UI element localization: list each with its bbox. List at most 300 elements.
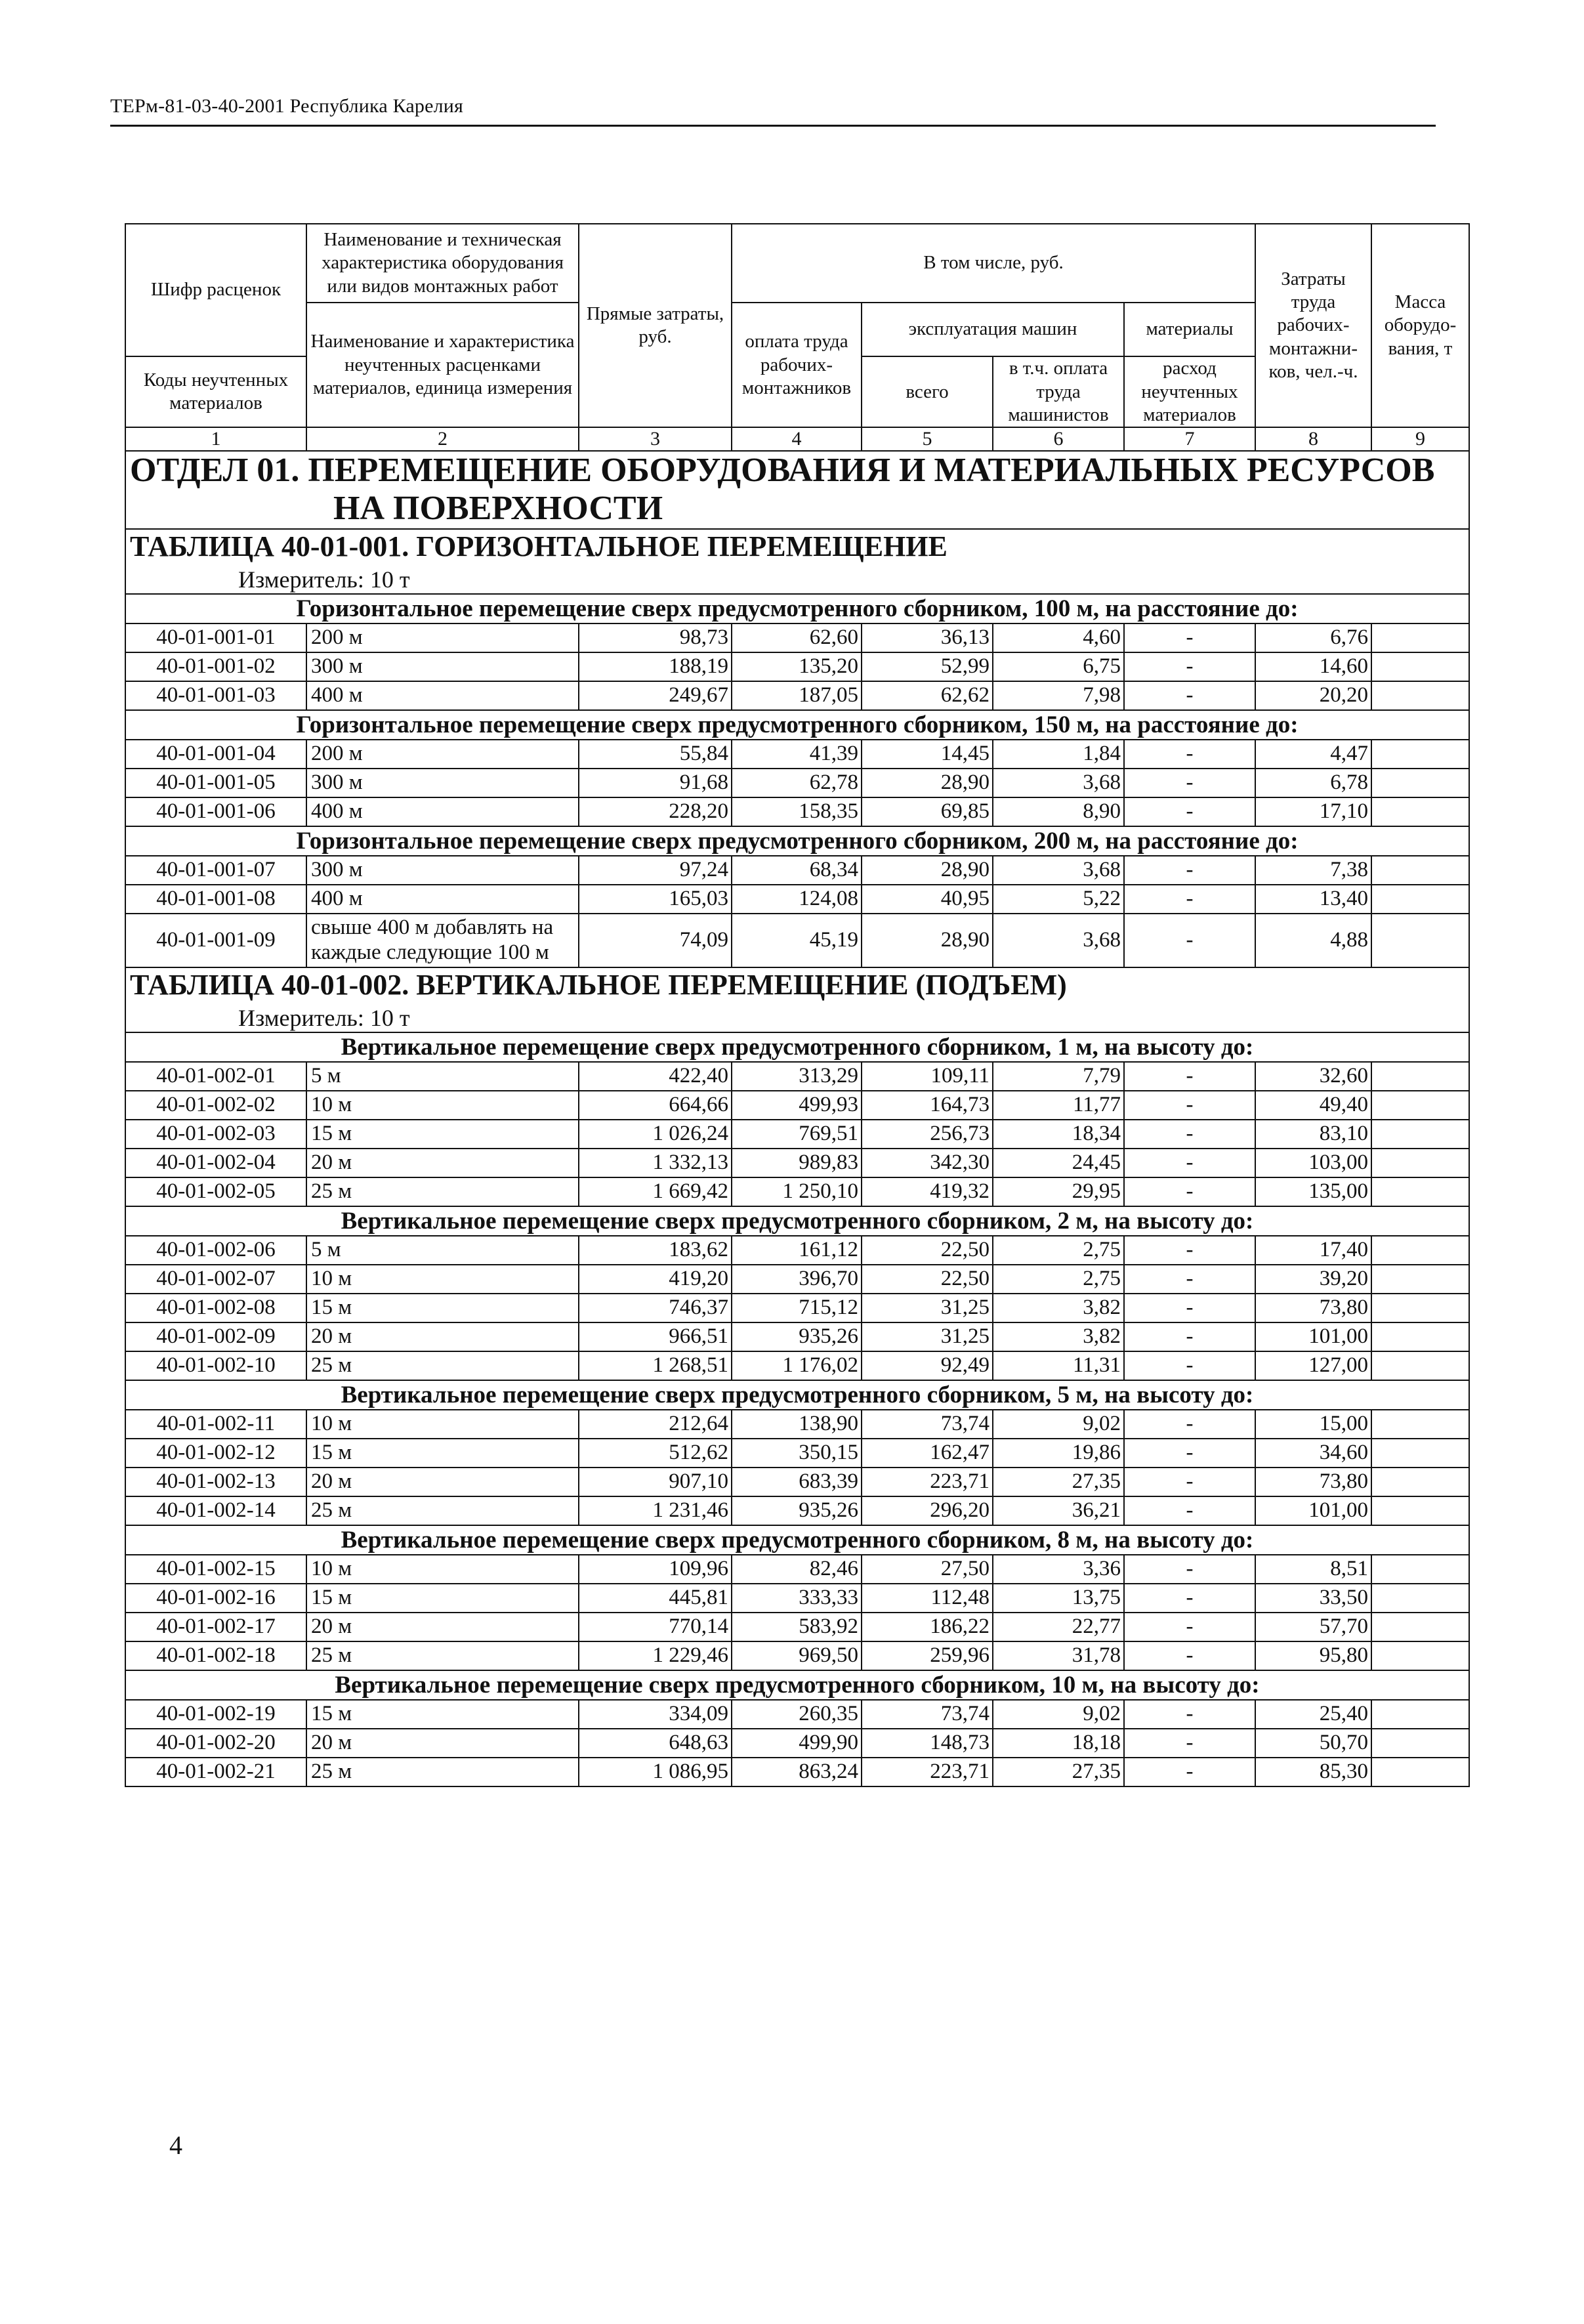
table-row — [125, 1351, 1469, 1380]
wage-cost-cell: 68,34 — [732, 856, 862, 885]
group-title-row — [125, 1525, 1469, 1555]
materials-cost-cell: - — [1124, 1265, 1255, 1294]
rate-code-cell: 40-01-002-21 — [125, 1758, 306, 1786]
table-row — [125, 1322, 1469, 1351]
machinist-wage-cell: 36,21 — [993, 1496, 1124, 1525]
machine-cost-cell: 52,99 — [862, 652, 993, 681]
labor-cost-cell: 17,40 — [1255, 1236, 1371, 1265]
col-number: 5 — [862, 427, 993, 451]
group-title: Горизонтальное перемещение сверх предусмотренного сборником, 100 м, на расстояние до: — [125, 594, 1469, 623]
work-name-cell: 300 м — [306, 856, 579, 885]
direct-cost-cell: 334,09 — [579, 1700, 732, 1729]
table-row — [125, 1120, 1469, 1149]
machinist-wage-cell: 9,02 — [993, 1700, 1124, 1729]
table-row — [125, 1496, 1469, 1525]
head-direct: Прямые затраты, руб. — [579, 224, 732, 427]
labor-cost-cell: 101,00 — [1255, 1496, 1371, 1525]
rate-code-cell: 40-01-001-01 — [125, 623, 306, 652]
table-title-cell — [125, 529, 1469, 594]
rate-code-cell: 40-01-002-10 — [125, 1351, 306, 1380]
direct-cost-cell: 183,62 — [579, 1236, 732, 1265]
equipment-mass-cell — [1371, 1410, 1469, 1439]
rate-code-cell: 40-01-001-08 — [125, 885, 306, 914]
equipment-mass-cell — [1371, 1729, 1469, 1758]
table-row — [125, 914, 1469, 967]
wage-cost-cell: 583,92 — [732, 1613, 862, 1641]
materials-cost-cell: - — [1124, 1322, 1255, 1351]
direct-cost-cell: 212,64 — [579, 1410, 732, 1439]
table-row — [125, 1410, 1469, 1439]
materials-cost-cell: - — [1124, 1177, 1255, 1206]
head-codes-unaccounted: Коды неучтенных материалов — [125, 356, 306, 427]
table-row — [125, 1294, 1469, 1322]
head-name: Наименование и техническая характеристика оборудования или видов монтажных работ — [306, 224, 579, 303]
work-name-cell: 300 м — [306, 769, 579, 797]
direct-cost-cell: 770,14 — [579, 1613, 732, 1641]
labor-cost-cell: 103,00 — [1255, 1149, 1371, 1177]
head-machines: эксплуатация машин — [862, 303, 1124, 356]
wage-cost-cell: 124,08 — [732, 885, 862, 914]
materials-cost-cell: - — [1124, 797, 1255, 826]
rate-code-cell: 40-01-002-08 — [125, 1294, 306, 1322]
materials-cost-cell: - — [1124, 1236, 1255, 1265]
table-row — [125, 681, 1469, 710]
work-name-cell: 25 м — [306, 1758, 579, 1786]
equipment-mass-cell — [1371, 1236, 1469, 1265]
machine-cost-cell: 296,20 — [862, 1496, 993, 1525]
materials-cost-cell: - — [1124, 1641, 1255, 1670]
work-name-cell: 15 м — [306, 1584, 579, 1613]
group-title: Горизонтальное перемещение сверх предусмотренного сборником, 150 м, на расстояние до: — [125, 710, 1469, 740]
work-name-cell: 10 м — [306, 1265, 579, 1294]
wage-cost-cell: 499,93 — [732, 1091, 862, 1120]
materials-cost-cell: - — [1124, 1091, 1255, 1120]
equipment-mass-cell — [1371, 1468, 1469, 1496]
labor-cost-cell: 17,10 — [1255, 797, 1371, 826]
col-number: 1 — [125, 427, 306, 451]
group-title-row — [125, 1206, 1469, 1236]
wage-cost-cell: 82,46 — [732, 1555, 862, 1584]
table-row — [125, 856, 1469, 885]
machinist-wage-cell: 18,18 — [993, 1729, 1124, 1758]
equipment-mass-cell — [1371, 1177, 1469, 1206]
table-row — [125, 1439, 1469, 1468]
materials-cost-cell: - — [1124, 1613, 1255, 1641]
table-row — [125, 1729, 1469, 1758]
direct-cost-cell: 91,68 — [579, 769, 732, 797]
section-row — [125, 451, 1469, 528]
wage-cost-cell: 45,19 — [732, 914, 862, 967]
head-mass: Масса оборудо-вания, т — [1371, 224, 1469, 427]
work-name-cell: 25 м — [306, 1641, 579, 1670]
labor-cost-cell: 13,40 — [1255, 885, 1371, 914]
labor-cost-cell: 95,80 — [1255, 1641, 1371, 1670]
group-title-row — [125, 826, 1469, 856]
materials-cost-cell: - — [1124, 1584, 1255, 1613]
table-row — [125, 623, 1469, 652]
equipment-mass-cell — [1371, 1265, 1469, 1294]
wage-cost-cell: 333,33 — [732, 1584, 862, 1613]
table-row — [125, 769, 1469, 797]
machinist-wage-cell: 5,22 — [993, 885, 1124, 914]
direct-cost-cell: 1 332,13 — [579, 1149, 732, 1177]
direct-cost-cell: 1 669,42 — [579, 1177, 732, 1206]
work-name-cell: 20 м — [306, 1468, 579, 1496]
wage-cost-cell: 715,12 — [732, 1294, 862, 1322]
labor-cost-cell: 4,47 — [1255, 740, 1371, 769]
machine-cost-cell: 259,96 — [862, 1641, 993, 1670]
rate-code-cell: 40-01-002-06 — [125, 1236, 306, 1265]
machine-cost-cell: 62,62 — [862, 681, 993, 710]
wage-cost-cell: 135,20 — [732, 652, 862, 681]
machinist-wage-cell: 11,77 — [993, 1091, 1124, 1120]
work-name-cell: 15 м — [306, 1700, 579, 1729]
machinist-wage-cell: 24,45 — [993, 1149, 1124, 1177]
machine-cost-cell: 31,25 — [862, 1322, 993, 1351]
machine-cost-cell: 342,30 — [862, 1149, 993, 1177]
machinist-wage-cell: 2,75 — [993, 1265, 1124, 1294]
wage-cost-cell: 187,05 — [732, 681, 862, 710]
work-name-cell: 10 м — [306, 1410, 579, 1439]
machinist-wage-cell: 31,78 — [993, 1641, 1124, 1670]
wage-cost-cell: 260,35 — [732, 1700, 862, 1729]
running-header: ТЕРм-81-03-40-2001 Республика Карелия — [110, 95, 464, 117]
direct-cost-cell: 664,66 — [579, 1091, 732, 1120]
col-number: 9 — [1371, 427, 1469, 451]
materials-cost-cell: - — [1124, 652, 1255, 681]
materials-cost-cell: - — [1124, 681, 1255, 710]
labor-cost-cell: 25,40 — [1255, 1700, 1371, 1729]
table-title-row — [125, 967, 1469, 1032]
table-row — [125, 885, 1469, 914]
direct-cost-cell: 1 231,46 — [579, 1496, 732, 1525]
labor-cost-cell: 49,40 — [1255, 1091, 1371, 1120]
labor-cost-cell: 20,20 — [1255, 681, 1371, 710]
direct-cost-cell: 419,20 — [579, 1265, 732, 1294]
rate-code-cell: 40-01-002-03 — [125, 1120, 306, 1149]
direct-cost-cell: 97,24 — [579, 856, 732, 885]
materials-cost-cell: - — [1124, 1439, 1255, 1468]
col-number: 6 — [993, 427, 1124, 451]
machinist-wage-cell: 19,86 — [993, 1439, 1124, 1468]
equipment-mass-cell — [1371, 1758, 1469, 1786]
work-name-cell: 15 м — [306, 1294, 579, 1322]
machine-cost-cell: 73,74 — [862, 1410, 993, 1439]
labor-cost-cell: 7,38 — [1255, 856, 1371, 885]
labor-cost-cell: 135,00 — [1255, 1177, 1371, 1206]
materials-cost-cell: - — [1124, 1120, 1255, 1149]
table-title: ТАБЛИЦА 40-01-001. ГОРИЗОНТАЛЬНОЕ ПЕРЕМЕЩЕНИЕ — [130, 530, 948, 562]
rate-code-cell: 40-01-002-18 — [125, 1641, 306, 1670]
direct-cost-cell: 55,84 — [579, 740, 732, 769]
wage-cost-cell: 158,35 — [732, 797, 862, 826]
rate-code-cell: 40-01-001-07 — [125, 856, 306, 885]
machinist-wage-cell: 1,84 — [993, 740, 1124, 769]
machinist-wage-cell: 9,02 — [993, 1410, 1124, 1439]
machinist-wage-cell: 22,77 — [993, 1613, 1124, 1641]
direct-cost-cell: 165,03 — [579, 885, 732, 914]
rate-code-cell: 40-01-001-09 — [125, 914, 306, 967]
head-materials: материалы — [1124, 303, 1255, 356]
machinist-wage-cell: 13,75 — [993, 1584, 1124, 1613]
group-title: Вертикальное перемещение сверх предусмотренного сборником, 2 м, на высоту до: — [125, 1206, 1469, 1236]
table-row — [125, 797, 1469, 826]
equipment-mass-cell — [1371, 1120, 1469, 1149]
page-number: 4 — [169, 2130, 182, 2160]
materials-cost-cell: - — [1124, 1149, 1255, 1177]
materials-cost-cell: - — [1124, 1555, 1255, 1584]
labor-cost-cell: 83,10 — [1255, 1120, 1371, 1149]
equipment-mass-cell — [1371, 1496, 1469, 1525]
head-machines-wage: в т.ч. оплата труда машинистов — [993, 356, 1124, 427]
table-body — [125, 224, 1469, 1786]
materials-cost-cell: - — [1124, 1062, 1255, 1091]
machine-cost-cell: 28,90 — [862, 769, 993, 797]
labor-cost-cell: 127,00 — [1255, 1351, 1371, 1380]
direct-cost-cell: 907,10 — [579, 1468, 732, 1496]
head-wage: оплата труда рабочих-монтажников — [732, 303, 862, 427]
equipment-mass-cell — [1371, 1351, 1469, 1380]
section-title — [125, 451, 1469, 528]
table-row — [125, 1265, 1469, 1294]
work-name-cell: 400 м — [306, 885, 579, 914]
table-row — [125, 1555, 1469, 1584]
machinist-wage-cell: 7,79 — [993, 1062, 1124, 1091]
work-name-cell: 200 м — [306, 623, 579, 652]
wage-cost-cell: 396,70 — [732, 1265, 862, 1294]
header-rule — [110, 125, 1436, 127]
rate-code-cell: 40-01-002-11 — [125, 1410, 306, 1439]
labor-cost-cell: 34,60 — [1255, 1439, 1371, 1468]
machinist-wage-cell: 4,60 — [993, 623, 1124, 652]
materials-cost-cell: - — [1124, 1468, 1255, 1496]
group-title: Вертикальное перемещение сверх предусмотренного сборником, 8 м, на высоту до: — [125, 1525, 1469, 1555]
machine-cost-cell: 69,85 — [862, 797, 993, 826]
materials-cost-cell: - — [1124, 856, 1255, 885]
work-name-cell: 20 м — [306, 1729, 579, 1758]
machinist-wage-cell: 2,75 — [993, 1236, 1124, 1265]
wage-cost-cell: 161,12 — [732, 1236, 862, 1265]
equipment-mass-cell — [1371, 1700, 1469, 1729]
work-name-cell: 25 м — [306, 1177, 579, 1206]
machine-cost-cell: 28,90 — [862, 856, 993, 885]
group-title-row — [125, 1380, 1469, 1410]
equipment-mass-cell — [1371, 1294, 1469, 1322]
direct-cost-cell: 1 268,51 — [579, 1351, 732, 1380]
machine-cost-cell: 40,95 — [862, 885, 993, 914]
rate-code-cell: 40-01-002-12 — [125, 1439, 306, 1468]
materials-cost-cell: - — [1124, 1729, 1255, 1758]
table-title: ТАБЛИЦА 40-01-002. ВЕРТИКАЛЬНОЕ ПЕРЕМЕЩЕНИЕ (ПОДЪЕМ) — [130, 968, 1067, 1001]
work-name-cell: 5 м — [306, 1236, 579, 1265]
head-materials-sub: расход неучтенных материалов — [1124, 356, 1255, 427]
machinist-wage-cell: 3,68 — [993, 856, 1124, 885]
table-row — [125, 1758, 1469, 1786]
labor-cost-cell: 73,80 — [1255, 1294, 1371, 1322]
labor-cost-cell: 50,70 — [1255, 1729, 1371, 1758]
rate-code-cell: 40-01-002-02 — [125, 1091, 306, 1120]
rate-code-cell: 40-01-002-09 — [125, 1322, 306, 1351]
table-row — [125, 1641, 1469, 1670]
direct-cost-cell: 98,73 — [579, 623, 732, 652]
rates-table — [125, 223, 1470, 1787]
machinist-wage-cell: 27,35 — [993, 1468, 1124, 1496]
materials-cost-cell: - — [1124, 1496, 1255, 1525]
machinist-wage-cell: 6,75 — [993, 652, 1124, 681]
machine-cost-cell: 419,32 — [862, 1177, 993, 1206]
wage-cost-cell: 62,60 — [732, 623, 862, 652]
wage-cost-cell: 350,15 — [732, 1439, 862, 1468]
direct-cost-cell: 512,62 — [579, 1439, 732, 1468]
machinist-wage-cell: 7,98 — [993, 681, 1124, 710]
materials-cost-cell: - — [1124, 623, 1255, 652]
wage-cost-cell: 1 250,10 — [732, 1177, 862, 1206]
wage-cost-cell: 41,39 — [732, 740, 862, 769]
head-incl: В том числе, руб. — [732, 224, 1255, 303]
labor-cost-cell: 8,51 — [1255, 1555, 1371, 1584]
table-row — [125, 1062, 1469, 1091]
machine-cost-cell: 73,74 — [862, 1700, 993, 1729]
rate-code-cell: 40-01-001-06 — [125, 797, 306, 826]
direct-cost-cell: 1 229,46 — [579, 1641, 732, 1670]
group-title: Горизонтальное перемещение сверх предусмотренного сборником, 200 м, на расстояние до: — [125, 826, 1469, 856]
group-title-row — [125, 1670, 1469, 1700]
head-code: Шифр расценок — [125, 224, 306, 356]
work-name-cell: 200 м — [306, 740, 579, 769]
table-row — [125, 1468, 1469, 1496]
work-name-cell: 25 м — [306, 1351, 579, 1380]
rate-code-cell: 40-01-002-05 — [125, 1177, 306, 1206]
rate-code-cell: 40-01-001-05 — [125, 769, 306, 797]
machinist-wage-cell: 18,34 — [993, 1120, 1124, 1149]
section-title-line1: ОТДЕЛ 01. ПЕРЕМЕЩЕНИЕ ОБОРУДОВАНИЯ И МАТЕРИАЛЬНЫХ РЕСУРСОВ — [130, 452, 1435, 490]
work-name-cell: 5 м — [306, 1062, 579, 1091]
machine-cost-cell: 22,50 — [862, 1265, 993, 1294]
equipment-mass-cell — [1371, 1062, 1469, 1091]
machinist-wage-cell: 3,82 — [993, 1294, 1124, 1322]
equipment-mass-cell — [1371, 1584, 1469, 1613]
equipment-mass-cell — [1371, 1149, 1469, 1177]
group-title-row — [125, 1032, 1469, 1062]
materials-cost-cell: - — [1124, 1410, 1255, 1439]
direct-cost-cell: 228,20 — [579, 797, 732, 826]
equipment-mass-cell — [1371, 652, 1469, 681]
rate-code-cell: 40-01-002-07 — [125, 1265, 306, 1294]
wage-cost-cell: 138,90 — [732, 1410, 862, 1439]
equipment-mass-cell — [1371, 769, 1469, 797]
wage-cost-cell: 769,51 — [732, 1120, 862, 1149]
machine-cost-cell: 28,90 — [862, 914, 993, 967]
rate-code-cell: 40-01-002-01 — [125, 1062, 306, 1091]
equipment-mass-cell — [1371, 1613, 1469, 1641]
machinist-wage-cell: 3,68 — [993, 769, 1124, 797]
table-row — [125, 1091, 1469, 1120]
machine-cost-cell: 27,50 — [862, 1555, 993, 1584]
equipment-mass-cell — [1371, 1322, 1469, 1351]
materials-cost-cell: - — [1124, 769, 1255, 797]
wage-cost-cell: 313,29 — [732, 1062, 862, 1091]
work-name-cell: 400 м — [306, 681, 579, 710]
wage-cost-cell: 969,50 — [732, 1641, 862, 1670]
wage-cost-cell: 863,24 — [732, 1758, 862, 1786]
machine-cost-cell: 92,49 — [862, 1351, 993, 1380]
equipment-mass-cell — [1371, 681, 1469, 710]
labor-cost-cell: 101,00 — [1255, 1322, 1371, 1351]
table-row — [125, 1149, 1469, 1177]
work-name-cell: 20 м — [306, 1149, 579, 1177]
col-number: 2 — [306, 427, 579, 451]
work-name-cell: свыше 400 м добавлять на каждые следующие 100 м — [306, 914, 579, 967]
wage-cost-cell: 935,26 — [732, 1322, 862, 1351]
rate-code-cell: 40-01-002-16 — [125, 1584, 306, 1613]
machine-cost-cell: 162,47 — [862, 1439, 993, 1468]
equipment-mass-cell — [1371, 623, 1469, 652]
col-number: 7 — [1124, 427, 1255, 451]
group-title-row — [125, 594, 1469, 623]
materials-cost-cell: - — [1124, 1758, 1255, 1786]
materials-cost-cell: - — [1124, 914, 1255, 967]
materials-cost-cell: - — [1124, 885, 1255, 914]
machinist-wage-cell: 27,35 — [993, 1758, 1124, 1786]
table-unit: Измеритель: 10 т — [238, 1004, 410, 1031]
work-name-cell: 300 м — [306, 652, 579, 681]
materials-cost-cell: - — [1124, 1700, 1255, 1729]
head-name2: Наименование и характеристика неучтенных расценками материалов, единица измерения — [306, 303, 579, 427]
table-title-cell — [125, 967, 1469, 1032]
labor-cost-cell: 32,60 — [1255, 1062, 1371, 1091]
equipment-mass-cell — [1371, 1641, 1469, 1670]
machine-cost-cell: 14,45 — [862, 740, 993, 769]
machinist-wage-cell: 3,82 — [993, 1322, 1124, 1351]
machine-cost-cell: 31,25 — [862, 1294, 993, 1322]
work-name-cell: 25 м — [306, 1496, 579, 1525]
direct-cost-cell: 1 086,95 — [579, 1758, 732, 1786]
table-row — [125, 1700, 1469, 1729]
direct-cost-cell: 648,63 — [579, 1729, 732, 1758]
labor-cost-cell: 14,60 — [1255, 652, 1371, 681]
table-row — [125, 1236, 1469, 1265]
col-number: 3 — [579, 427, 732, 451]
wage-cost-cell: 1 176,02 — [732, 1351, 862, 1380]
work-name-cell: 20 м — [306, 1322, 579, 1351]
direct-cost-cell: 109,96 — [579, 1555, 732, 1584]
machine-cost-cell: 22,50 — [862, 1236, 993, 1265]
machine-cost-cell: 256,73 — [862, 1120, 993, 1149]
materials-cost-cell: - — [1124, 740, 1255, 769]
group-title-row — [125, 710, 1469, 740]
wage-cost-cell: 935,26 — [732, 1496, 862, 1525]
wage-cost-cell: 499,90 — [732, 1729, 862, 1758]
rate-code-cell: 40-01-002-20 — [125, 1729, 306, 1758]
labor-cost-cell: 4,88 — [1255, 914, 1371, 967]
wage-cost-cell: 683,39 — [732, 1468, 862, 1496]
head-labor: Затраты труда рабочих-монтажни-ков, чел.-ч. — [1255, 224, 1371, 427]
col-number: 8 — [1255, 427, 1371, 451]
rate-code-cell: 40-01-002-17 — [125, 1613, 306, 1641]
table-row — [125, 740, 1469, 769]
labor-cost-cell: 15,00 — [1255, 1410, 1371, 1439]
work-name-cell: 20 м — [306, 1613, 579, 1641]
rate-code-cell: 40-01-001-03 — [125, 681, 306, 710]
labor-cost-cell: 57,70 — [1255, 1613, 1371, 1641]
group-title: Вертикальное перемещение сверх предусмотренного сборником, 1 м, на высоту до: — [125, 1032, 1469, 1062]
head-machines-total: всего — [862, 356, 993, 427]
equipment-mass-cell — [1371, 1439, 1469, 1468]
col-number: 4 — [732, 427, 862, 451]
labor-cost-cell: 73,80 — [1255, 1468, 1371, 1496]
direct-cost-cell: 188,19 — [579, 652, 732, 681]
rate-code-cell: 40-01-002-13 — [125, 1468, 306, 1496]
